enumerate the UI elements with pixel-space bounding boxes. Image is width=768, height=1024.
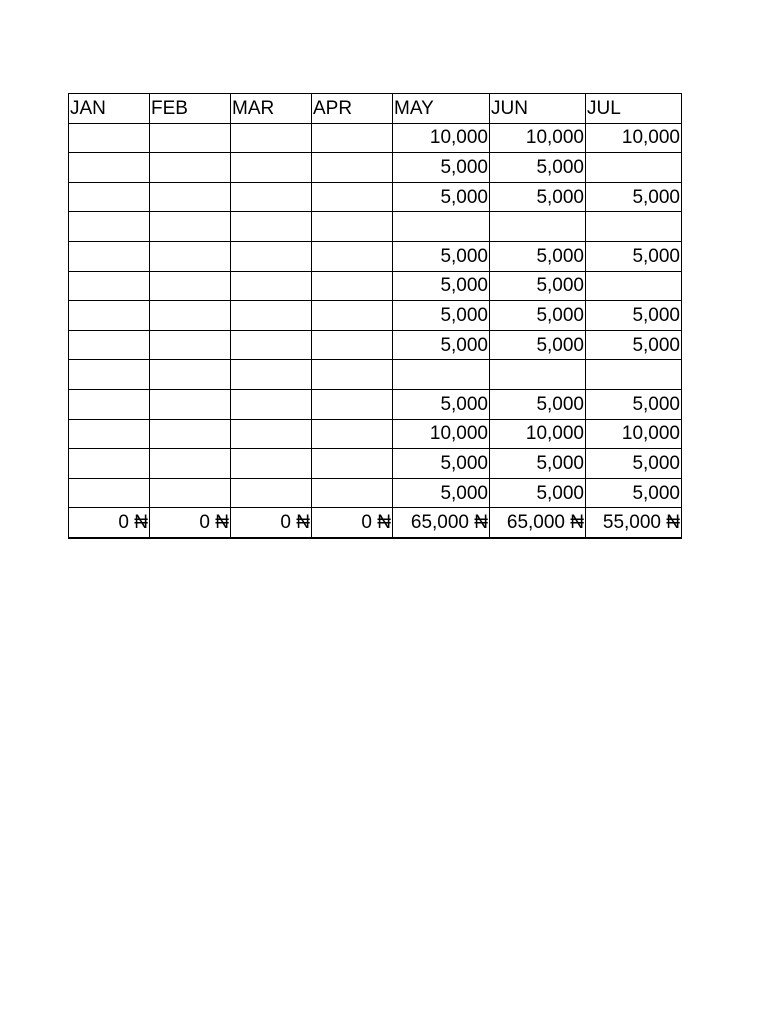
cell-may[interactable]: 5,000 [393, 389, 490, 419]
cell-jun[interactable]: 5,000 [490, 389, 586, 419]
cell-feb[interactable] [150, 330, 231, 360]
cell-feb[interactable] [150, 478, 231, 508]
cell-jan[interactable] [69, 153, 150, 183]
cell-mar[interactable] [231, 271, 312, 301]
cell-jul[interactable]: 5,000 [586, 330, 682, 360]
cell-jul[interactable]: 5,000 [586, 241, 682, 271]
cell-mar[interactable] [231, 241, 312, 271]
monthly-budget-table [68, 93, 682, 539]
cell-apr[interactable] [312, 478, 393, 508]
cell-may[interactable]: 5,000 [393, 301, 490, 331]
cell-jan[interactable] [69, 241, 150, 271]
cell-mar[interactable] [231, 449, 312, 479]
cell-apr[interactable] [312, 271, 393, 301]
cell-may[interactable]: 5,000 [393, 153, 490, 183]
cell-jan[interactable] [69, 389, 150, 419]
total-cell-may[interactable]: 65,000 ₦ [393, 508, 490, 538]
total-cell-jul[interactable]: 55,000 ₦ [586, 508, 682, 538]
cell-feb[interactable] [150, 419, 231, 449]
cell-jun[interactable]: 5,000 [490, 153, 586, 183]
cell-may[interactable]: 5,000 [393, 478, 490, 508]
cell-feb[interactable] [150, 271, 231, 301]
cell-jan[interactable] [69, 271, 150, 301]
total-cell-jan[interactable]: 0 ₦ [69, 508, 150, 538]
cell-may[interactable] [393, 360, 490, 390]
cell-mar[interactable] [231, 212, 312, 242]
cell-apr[interactable] [312, 389, 393, 419]
cell-jul[interactable] [586, 212, 682, 242]
cell-may[interactable]: 5,000 [393, 330, 490, 360]
cell-apr[interactable] [312, 241, 393, 271]
table-row [69, 182, 682, 212]
cell-jun[interactable]: 5,000 [490, 301, 586, 331]
table-row [69, 153, 682, 183]
totals-row [69, 508, 682, 538]
total-cell-mar[interactable]: 0 ₦ [231, 508, 312, 538]
cell-jun[interactable]: 5,000 [490, 271, 586, 301]
cell-jul[interactable]: 5,000 [586, 389, 682, 419]
cell-apr[interactable] [312, 330, 393, 360]
table-row [69, 360, 682, 390]
cell-apr[interactable] [312, 153, 393, 183]
table-row [69, 330, 682, 360]
cell-jan[interactable] [69, 360, 150, 390]
cell-feb[interactable] [150, 301, 231, 331]
header-cell-mar[interactable]: MAR [231, 94, 312, 124]
table-row [69, 389, 682, 419]
cell-jan[interactable] [69, 301, 150, 331]
cell-apr[interactable] [312, 182, 393, 212]
cell-apr[interactable] [312, 449, 393, 479]
total-cell-jun[interactable]: 65,000 ₦ [490, 508, 586, 538]
cell-jan[interactable] [69, 123, 150, 153]
cell-apr[interactable] [312, 419, 393, 449]
cell-mar[interactable] [231, 360, 312, 390]
cell-jan[interactable] [69, 212, 150, 242]
header-cell-jul[interactable]: JUL [586, 94, 682, 124]
header-cell-jan[interactable]: JAN [69, 94, 150, 124]
cell-jun[interactable] [490, 212, 586, 242]
cell-may[interactable]: 5,000 [393, 449, 490, 479]
table-row [69, 241, 682, 271]
total-cell-feb[interactable]: 0 ₦ [150, 508, 231, 538]
cell-may[interactable]: 5,000 [393, 182, 490, 212]
cell-jan[interactable] [69, 449, 150, 479]
table-row [69, 449, 682, 479]
cell-jan[interactable] [69, 330, 150, 360]
cell-jun[interactable]: 5,000 [490, 449, 586, 479]
table-row [69, 271, 682, 301]
cell-jul[interactable]: 5,000 [586, 449, 682, 479]
cell-jun[interactable]: 5,000 [490, 182, 586, 212]
cell-jul[interactable]: 5,000 [586, 478, 682, 508]
cell-jun[interactable]: 5,000 [490, 241, 586, 271]
cell-apr[interactable] [312, 301, 393, 331]
header-cell-jun[interactable]: JUN [490, 94, 586, 124]
cell-jun[interactable]: 5,000 [490, 330, 586, 360]
header-cell-apr[interactable]: APR [312, 94, 393, 124]
header-row [69, 94, 682, 124]
cell-mar[interactable] [231, 182, 312, 212]
cell-jun[interactable]: 5,000 [490, 478, 586, 508]
cell-feb[interactable] [150, 123, 231, 153]
cell-jun[interactable] [490, 360, 586, 390]
cell-feb[interactable] [150, 360, 231, 390]
header-cell-feb[interactable]: FEB [150, 94, 231, 124]
cell-jun[interactable]: 10,000 [490, 123, 586, 153]
cell-jan[interactable] [69, 478, 150, 508]
cell-jun[interactable]: 10,000 [490, 419, 586, 449]
cell-mar[interactable] [231, 389, 312, 419]
cell-jul[interactable] [586, 271, 682, 301]
cell-feb[interactable] [150, 212, 231, 242]
cell-may[interactable]: 5,000 [393, 241, 490, 271]
cell-feb[interactable] [150, 389, 231, 419]
cell-jan[interactable] [69, 419, 150, 449]
cell-feb[interactable] [150, 241, 231, 271]
cell-jul[interactable] [586, 360, 682, 390]
table-body [69, 94, 682, 538]
cell-mar[interactable] [231, 419, 312, 449]
cell-feb[interactable] [150, 182, 231, 212]
cell-may[interactable]: 10,000 [393, 419, 490, 449]
table-row [69, 212, 682, 242]
table-row [69, 301, 682, 331]
cell-jul[interactable]: 5,000 [586, 182, 682, 212]
cell-feb[interactable] [150, 153, 231, 183]
cell-mar[interactable] [231, 153, 312, 183]
table-row [69, 123, 682, 153]
header-cell-may[interactable]: MAY [393, 94, 490, 124]
cell-may[interactable]: 5,000 [393, 271, 490, 301]
total-cell-apr[interactable]: 0 ₦ [312, 508, 393, 538]
cell-mar[interactable] [231, 330, 312, 360]
cell-jul[interactable]: 5,000 [586, 301, 682, 331]
cell-may[interactable]: 10,000 [393, 123, 490, 153]
cell-may[interactable] [393, 212, 490, 242]
cell-apr[interactable] [312, 360, 393, 390]
table-row [69, 478, 682, 508]
cell-apr[interactable] [312, 123, 393, 153]
cell-jul[interactable]: 10,000 [586, 123, 682, 153]
table-row [69, 419, 682, 449]
cell-apr[interactable] [312, 212, 393, 242]
cell-mar[interactable] [231, 123, 312, 153]
cell-jan[interactable] [69, 182, 150, 212]
cell-jul[interactable]: 10,000 [586, 419, 682, 449]
cell-jul[interactable] [586, 153, 682, 183]
cell-mar[interactable] [231, 301, 312, 331]
cell-feb[interactable] [150, 449, 231, 479]
cell-mar[interactable] [231, 478, 312, 508]
